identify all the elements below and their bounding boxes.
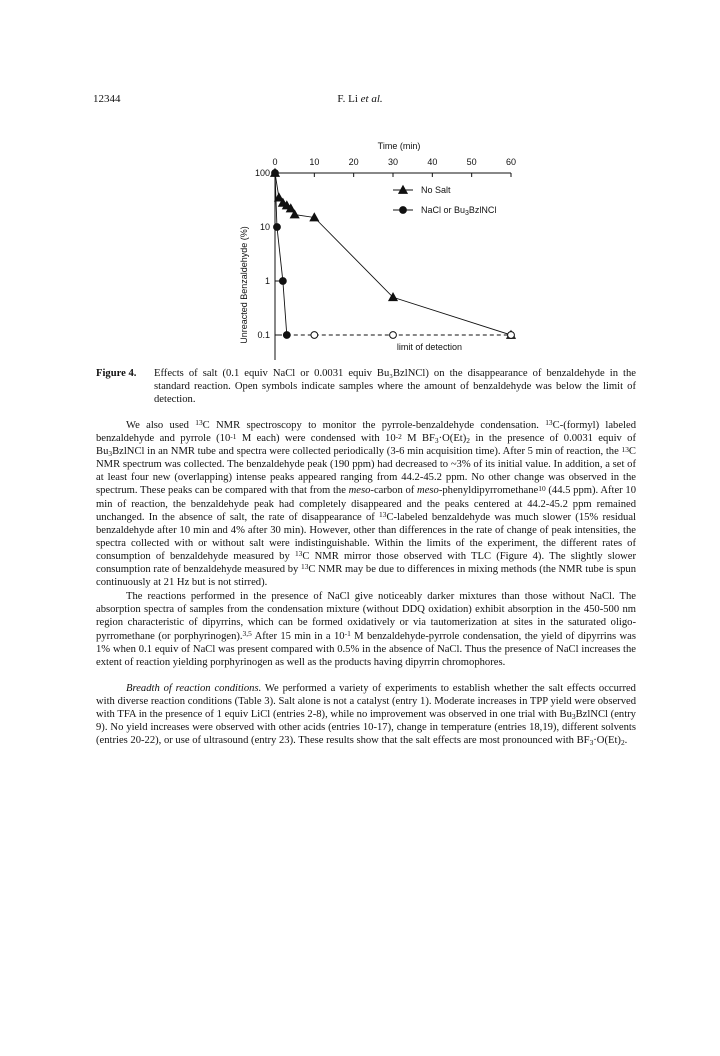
x-tick-label: 50 [466,157,477,167]
running-head-author: F. Li [337,93,361,105]
data-point-salt [283,332,290,339]
x-tick-label: 20 [348,157,359,167]
legend-marker-salt [400,207,407,214]
body-text [96,419,636,748]
data-point-salt [311,332,318,339]
x-axis-title: Time (min) [377,141,421,151]
x-tick-label: 40 [427,157,438,167]
x-tick-label: 10 [309,157,320,167]
paragraph-breadth: Breadth of reaction conditions. We performed a variety of experiments to establish whether the salt effects occurred with diverse reaction conditions (Table 3). Salt alone is not a catalyst (entry 1). Moderate increases in TPP yield were observed with TFA in the presence of 1 equiv LiCl (entries 2-8), while no improvement was observed in one trial with $Bu_3BzlNCl$ (entry 9). No yield increases were observed with other acids (entries 10-17), change in temperature (entries 18,19), different solvents (entries 20-22), or use of ultrasound (entry 23). These results show that the salt effects are most pronounced with $BF_3\cdot O(Et)_2$. [96,682,636,747]
data-point-salt [508,332,515,339]
series-line-no-salt [275,173,511,335]
legend-label-salt: NaCl or $Bu_3BzlNCl$ [421,205,497,217]
figure-caption [96,367,636,406]
figure-4-chart [0,0,720,360]
y-tick-label: 100 [254,168,270,178]
page-number: 12344 [93,93,121,105]
legend-label-no-salt: No Salt [421,185,451,195]
data-point-salt [272,170,279,177]
caption-label: Figure 4. [96,368,137,379]
y-tick-label: 1 [264,276,270,286]
data-point-salt [279,278,286,285]
y-axis-title: Unreacted Benzaldehyde (%) [239,226,249,344]
data-point-salt [390,332,397,339]
y-tick-label: 0.1 [257,330,270,340]
caption-text: Effects of salt (0.1 equiv NaCl or 0.0031 equiv Bu₃BzlNCl) on the disappearance of benzaldehyde in the standard reaction. Open symbols indicate samples where the amount of benzaldehyde was below the limit of detection. [154,368,636,405]
paragraph-absorption: The reactions performed in the presence of NaCl give noticeably darker mixtures than those without NaCl. The absorption spectra of samples from the condensation mixture (without DDQ oxidation) exhibit absorption in the 450-500 nm region characteristic of dipyrrins, which can be formed oxidatively or via tautomerization at sites in the saturated oligo-pyrromethane (or porphyrinogen).$^{3,5}$ After 15 min in a $10^{-1}$ M benzaldehyde-pyrrole condensation, the yield of dipyrrins was 1% when 0.1 equiv of NaCl was present compared with 0.5% in the absence of NaCl. Thus the presence of NaCl increases the extent of reaction yielding porphyrinogen as well as the products having dipyrrin chromophores. [96,591,636,668]
paragraph-nmr: We also used $^{13}$C NMR spectroscopy to monitor the pyrrole-benzaldehyde condensation. $^{13}$C-(formyl) labeled benzaldehyde and pyrrole ($10^{-1}$ M each) were condensed with $10^{-2}$ M $BF_3\cdot O(Et)_2$ in the presence of 0.0031 equiv of $Bu_3BzlNCl$ in an NMR tube and spectra were collected periodically (3-6 min acquisition time). After 5 min of reaction, the $^{13}$C NMR spectrum was collected. The benzaldehyde peak (190 ppm) had decreased to ~3% of its initial value. In addition, a set of at least four new (overlapping) intense peaks appeared ranging from 44.2-45.2 ppm. No other change was observed in the spectrum. These peaks can be compared with that from the meso-carbon of meso-phenyldipyrromethane$^{10}$ (44.5 ppm). After 10 min of reaction, the benzaldehyde peak had completely disappeared and the peaks centered at 44.2-45.2 ppm remained unchanged. In the absence of salt, the rate of disappearance of $^{13}$C-labeled benzaldehyde was much slower (15% residual benzaldehyde after 10 min and 4% after 30 min). However, other than differences in the rate of change of peak intensities, the spectra collected with or without salt were indistinguishable. Within the limits of the experiment, the different rates of consumption of benzaldehyde measured by $^{13}$C NMR mirror those observed with TLC (Figure 4). The slightly slower consumption rate of benzaldehyde measured by $^{13}$C NMR may be due to differences in mixing methods (the NMR tube is spun continuously at 21 Hz but is not stirred). [96,418,637,589]
data-point-salt [274,224,281,231]
y-tick-label: 10 [259,222,270,232]
x-tick-label: 30 [387,157,399,167]
running-head-etal: et al. [360,93,383,105]
x-tick-label: 60 [505,157,517,167]
limit-of-detection-label: limit of detection [396,341,462,352]
paragraph-heading: Breadth of reaction conditions. [126,682,262,694]
x-tick-label: 0 [272,157,278,167]
